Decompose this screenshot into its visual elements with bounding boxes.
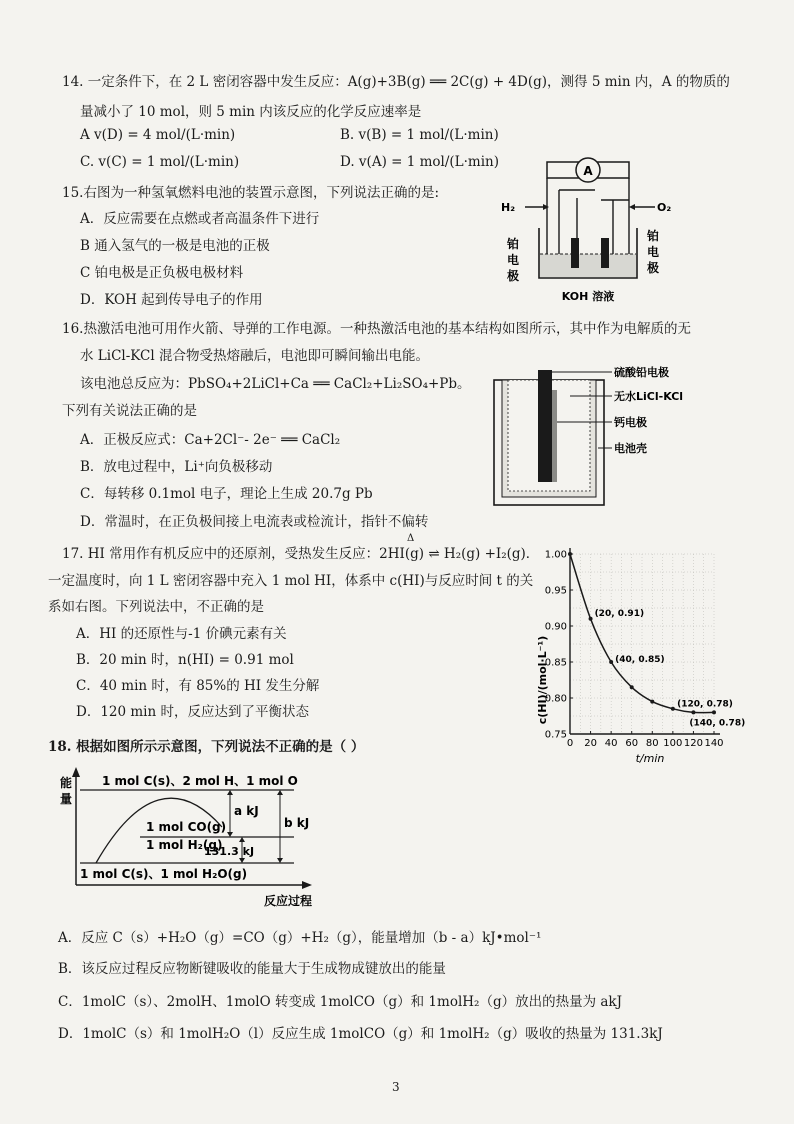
data-point bbox=[609, 660, 613, 664]
q16-option-c: C．每转移 0.1mol 电子，理论上生成 20.7g Pb bbox=[80, 486, 373, 502]
hi-concentration-chart bbox=[530, 540, 746, 765]
hi-concentration-curve bbox=[570, 554, 714, 713]
q15-stem: 15.右图为一种氢氧燃料电池的装置示意图，下列说法正确的是: bbox=[62, 185, 440, 201]
q17-option-b: B．20 min 时，n(HI) = 0.91 mol bbox=[76, 652, 294, 668]
q17-option-c: C．40 min 时，有 85%的 HI 发生分解 bbox=[76, 678, 320, 694]
q18-option-a: A．反应 C（s）+H₂O（g）=CO（g）+H₂（g），能量增加（b - a）kJ•mol⁻¹ bbox=[58, 930, 542, 946]
reaction-process-label: 反应过程 bbox=[264, 894, 313, 908]
point-annotation: (140, 0.78) bbox=[689, 718, 746, 729]
q16-option-d: D．常温时，在正负极间接上电流表或检流计，指针不偏转 bbox=[80, 514, 429, 530]
q14-line1: 14. 一定条件下，在 2 L 密闭容器中发生反应：A(g)+3B(g) ══ 2C(g) + 4D(g)，测得 5 min 内，A 的物质的 bbox=[62, 74, 730, 90]
point-annotation: (40, 0.85) bbox=[615, 655, 665, 665]
top-level-label: 1 mol C(s)、2 mol H、1 mol O bbox=[102, 774, 298, 788]
x-tick-label: 100 bbox=[663, 738, 683, 749]
svg-text:钙电极: 钙电极 bbox=[614, 416, 647, 429]
q18-option-c: C．1molC（s）、2molH、1molO 转变成 1molCO（g）和 1molH₂（g）放出的热量为 akJ bbox=[58, 994, 623, 1010]
q14-option-d: D. v(A) = 1 mol/(L·min) bbox=[340, 154, 500, 170]
data-point bbox=[630, 685, 634, 689]
svg-text:硫酸铅电极: 硫酸铅电极 bbox=[614, 366, 669, 379]
q18-stem: 18. 根据如图所示示意图，下列说法不正确的是（ ） bbox=[48, 739, 365, 755]
y-tick-label: 1.00 bbox=[544, 549, 567, 561]
q14-option-a: A v(D) = 4 mol/(L·min) bbox=[80, 127, 236, 143]
q15-option-c: C 铂电极是正负极电极材料 bbox=[80, 265, 244, 281]
left-platinum-electrode bbox=[571, 238, 579, 268]
svg-text:铂: 铂 bbox=[647, 229, 660, 243]
x-tick-label: 140 bbox=[704, 738, 724, 749]
mid-level-label-1: 1 mol CO(g) bbox=[146, 820, 227, 834]
q16-option-b: B．放电过程中，Li⁺向负极移动 bbox=[80, 459, 273, 475]
svg-text:电池壳: 电池壳 bbox=[614, 442, 647, 455]
right-platinum-electrode bbox=[601, 238, 609, 268]
svg-text:电: 电 bbox=[647, 245, 660, 259]
q17-line1: 17. HI 常用作有机反应中的还原剂，受热发生反应：2HI(g) ⇌ H₂(g) +I₂(g)． bbox=[62, 546, 540, 562]
data-point bbox=[671, 707, 675, 711]
q17-option-d: D．120 min 时，反应达到了平衡状态 bbox=[76, 704, 309, 720]
page-number: 3 bbox=[392, 1080, 400, 1094]
q16-line4: 下列有关说法正确的是 bbox=[62, 403, 197, 419]
bottom-level-label: 1 mol C(s)、1 mol H₂O(g) bbox=[80, 867, 248, 881]
q16-line1: 16.热激活电池可用作火箭、导弹的工作电源。一种热激活电池的基本结构如图所示，其中作为电解质的无 bbox=[62, 321, 691, 337]
q16-line2: 水 LiCl-KCl 混合物受热熔融后，电池即可瞬间输出电能。 bbox=[80, 348, 429, 364]
a-energy-label: a kJ bbox=[234, 804, 259, 818]
131-3-energy-label: 131.3 kJ bbox=[204, 845, 255, 858]
chart-y-label: c(HI)/(mol·L⁻¹) bbox=[536, 635, 549, 725]
x-tick-label: 20 bbox=[584, 738, 597, 749]
svg-text:无水LiCl-KCl: 无水LiCl-KCl bbox=[614, 390, 684, 403]
calcium-electrode bbox=[552, 390, 557, 482]
x-tick-label: 120 bbox=[683, 738, 703, 749]
chart-x-label: t/min bbox=[635, 752, 665, 765]
data-point bbox=[568, 552, 572, 556]
thermal-battery-figure bbox=[488, 360, 748, 510]
lead-sulfate-electrode bbox=[538, 370, 552, 482]
q14-option-b: B. v(B) = 1 mol/(L·min) bbox=[340, 127, 499, 143]
svg-text:能: 能 bbox=[60, 776, 73, 790]
y-tick-label: 0.95 bbox=[544, 585, 567, 597]
b-energy-label: b kJ bbox=[284, 816, 310, 830]
y-tick-label: 0.80 bbox=[544, 693, 567, 705]
data-point bbox=[691, 710, 695, 714]
x-tick-label: 60 bbox=[625, 738, 639, 749]
point-annotation: (20, 0.91) bbox=[594, 608, 645, 619]
point-annotation: (120, 0.78) bbox=[677, 699, 733, 710]
mid-level-label-2: 1 mol H₂(g) bbox=[146, 838, 223, 852]
o2-inlet-label: O₂ bbox=[657, 201, 672, 214]
data-point bbox=[589, 617, 593, 621]
y-tick-label: 0.85 bbox=[544, 657, 567, 669]
y-tick-label: 0.90 bbox=[544, 621, 567, 633]
q17-line3: 系如右图。下列说法中，不正确的是 bbox=[48, 599, 264, 615]
y-tick-label: 0.75 bbox=[544, 729, 567, 741]
energy-diagram bbox=[58, 765, 358, 915]
fuel-cell-figure bbox=[495, 150, 675, 310]
q14-option-c: C. v(C) = 1 mol/(L·min) bbox=[80, 154, 240, 170]
svg-text:量: 量 bbox=[60, 792, 73, 806]
x-tick-label: 80 bbox=[645, 738, 659, 749]
q16-line3: 该电池总反应为：PbSO₄+2LiCl+Ca ══ CaCl₂+Li₂SO₄+Pb。 bbox=[80, 376, 471, 392]
svg-text:极: 极 bbox=[647, 261, 660, 275]
q15-option-a: A．反应需要在点燃或者高温条件下进行 bbox=[80, 211, 320, 227]
x-tick-label: 40 bbox=[604, 738, 618, 749]
q15-option-b: B 通入氢气的一极是电池的正极 bbox=[80, 238, 270, 254]
x-tick-label: 0 bbox=[566, 738, 574, 749]
q17-line2: 一定温度时，向 1 L 密闭容器中充入 1 mol HI，体系中 c(HI)与反应时间 t 的关 bbox=[48, 573, 534, 589]
svg-text:极: 极 bbox=[507, 269, 520, 283]
q17-option-a: A．HI 的还原性与-1 价碘元素有关 bbox=[76, 626, 287, 642]
svg-text:铂: 铂 bbox=[507, 237, 520, 251]
koh-solution-label: KOH 溶液 bbox=[561, 290, 615, 303]
h2-inlet-label: H₂ bbox=[501, 201, 516, 214]
q14-line2: 量减小了 10 mol，则 5 min 内该反应的化学反应速率是 bbox=[80, 104, 422, 120]
q16-option-a: A．正极反应式：Ca+2Cl⁻- 2e⁻ ══ CaCl₂ bbox=[80, 432, 341, 448]
q15-option-d: D．KOH 起到传导电子的作用 bbox=[80, 292, 263, 308]
q18-option-d: D．1molC（s）和 1molH₂O（l）反应生成 1molCO（g）和 1molH₂（g）吸收的热量为 131.3kJ bbox=[58, 1026, 663, 1042]
data-point bbox=[712, 710, 716, 714]
q17-arrow-condition: Δ bbox=[407, 533, 415, 544]
data-point bbox=[650, 700, 654, 704]
ammeter-label: A bbox=[583, 164, 593, 178]
svg-text:电: 电 bbox=[507, 253, 520, 267]
q18-option-b: B．该反应过程反应物断键吸收的能量大于生成物成键放出的能量 bbox=[58, 961, 446, 977]
